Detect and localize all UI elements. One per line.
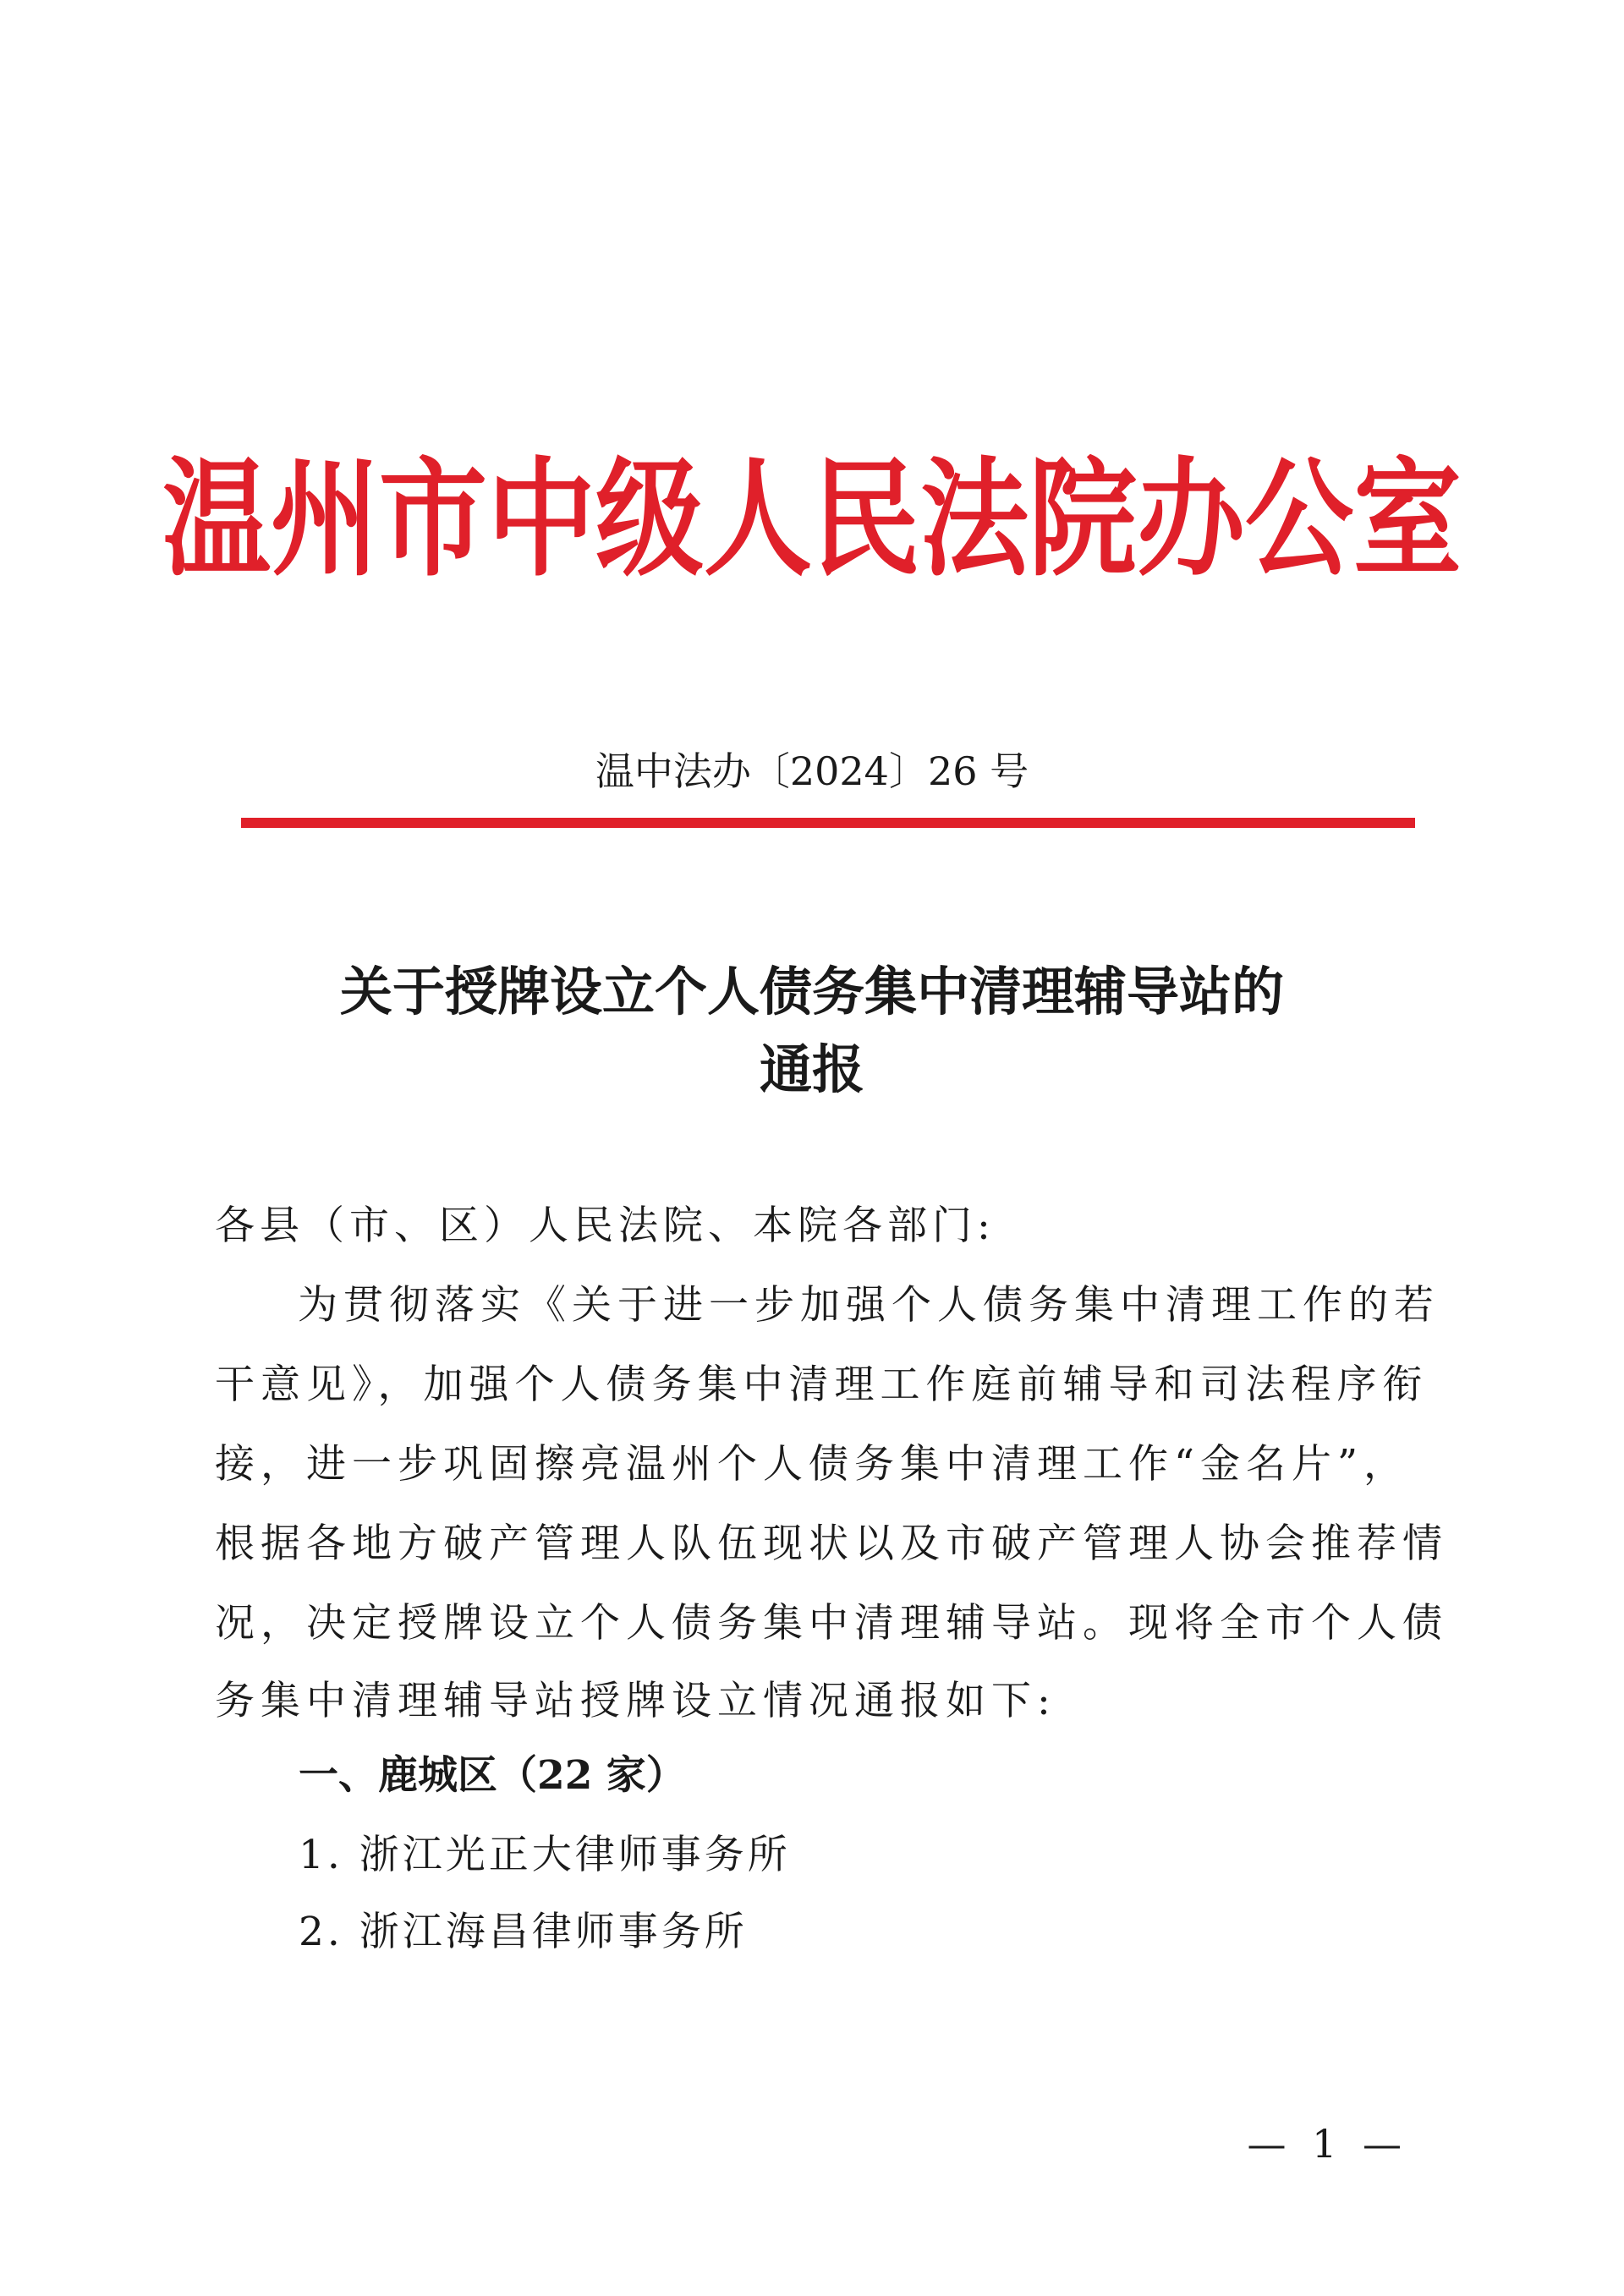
list-item: 1. 浙江光正大律师事务所 [299, 1832, 791, 1878]
section-heading: 一、鹿城区（22 家） [299, 1752, 686, 1799]
page-number: — 1 — [1247, 2121, 1408, 2167]
paragraph-line: 为贯彻落实《关于进一步加强个人债务集中清理工作的若 [298, 1282, 1440, 1329]
paragraph-line: 况，决定授牌设立个人债务集中清理辅导站。现将全市个人债 [215, 1600, 1448, 1647]
paragraph-line: 根据各地方破产管理人队伍现状以及市破产管理人协会推荐情 [215, 1521, 1448, 1567]
document-number: 温中法办〔2024〕26 号 [595, 748, 1029, 794]
paragraph-line: 务集中清理辅导站授牌设立情况通报如下: [215, 1678, 1056, 1724]
paragraph-line: 接，进一步巩固擦亮温州个人债务集中清理工作“金名片”， [215, 1441, 1410, 1488]
document-title-line-2: 通报 [759, 1038, 864, 1100]
issuer-heading: 温州市中级人民法院办公室 [162, 444, 1462, 595]
document-title-line-1: 关于授牌设立个人债务集中清理辅导站的 [339, 961, 1284, 1022]
paragraph-line: 干意见》，加强个人债务集中清理工作庭前辅导和司法程序衔 [215, 1362, 1429, 1408]
list-item: 2. 浙江海昌律师事务所 [299, 1909, 748, 1955]
red-separator-rule [241, 818, 1415, 828]
addressee: 各县（市、区）人民法院、本院各部门: [215, 1203, 996, 1249]
